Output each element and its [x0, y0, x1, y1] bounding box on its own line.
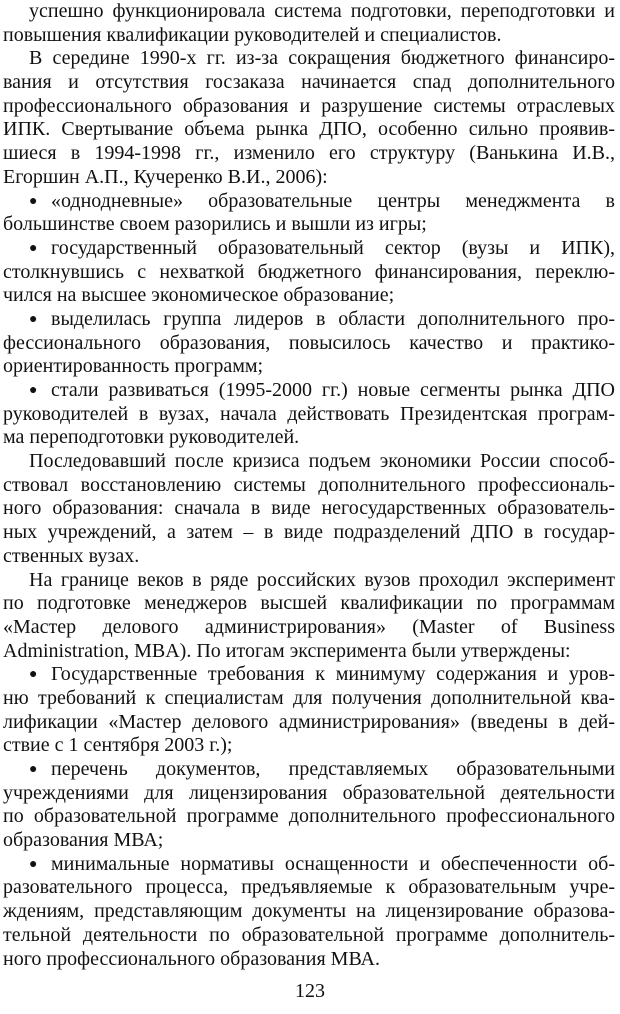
line-text: по подготовке менеджеров высшей квалификации по программам: [3, 592, 615, 615]
bullet-item: [3, 853, 615, 971]
text-line: [3, 782, 615, 806]
bullet-item: [3, 663, 615, 758]
line-text: ориентированность программ;: [3, 355, 264, 378]
text-line: [3, 261, 615, 285]
bullet-icon: ●: [29, 240, 38, 256]
text-line: [3, 545, 615, 569]
line-text: Administration, MBA). По итогам эксперимента были утверждены:: [3, 639, 571, 662]
document-page: [3, 0, 615, 971]
line-text: ствие с 1 сентября 2003 г.);: [3, 734, 233, 757]
text-line: [3, 166, 615, 190]
text-line: [3, 853, 615, 877]
line-text: ных учреждений, а затем – в виде подразделений ДПО в государ-: [3, 521, 615, 544]
text-line: [3, 474, 615, 498]
line-text: перечень документов, представляемых образовательными: [51, 758, 615, 780]
line-text: ма переподготовки руководителей.: [3, 426, 300, 449]
paragraph: [3, 47, 615, 189]
text-line: [3, 426, 615, 450]
bullet-item: [3, 190, 615, 237]
line-text: тельной деятельности по образовательной программе дополнитель-: [3, 923, 615, 946]
text-line: [3, 876, 615, 900]
line-text: руководителей в вузах, начала действовать Президентская програм-: [3, 402, 615, 425]
bullet-item: [3, 308, 615, 379]
line-text: большинстве своем разорились и вышли из игры;: [3, 213, 427, 236]
line-text: успешно функционировала система подготовки, переподготовки и: [29, 0, 615, 22]
text-line: [3, 450, 615, 474]
bullet-item: [3, 379, 615, 450]
text-line: [3, 0, 615, 24]
text-line: [3, 355, 615, 379]
line-text: фессионального образования, повысилось качество и практико-: [3, 331, 615, 354]
line-text: ждениям, представляющим документы на лицензирование образова-: [3, 900, 615, 923]
text-line: [3, 640, 615, 664]
line-text: вания и отсутствия госзаказа начинается спад дополнительного: [3, 71, 615, 94]
text-line: [3, 497, 615, 521]
bullet-icon: ●: [29, 383, 38, 398]
text-line: [3, 948, 615, 972]
text-line: [3, 521, 615, 545]
text-line: [3, 379, 615, 403]
line-text: На границе веков в ряде российских вузов проходил эксперимент: [29, 568, 615, 591]
line-text: лификации «Мастер делового администрирования» (введены в дей-: [3, 710, 615, 733]
line-text: Государственные требования к минимуму содержания и уров-: [51, 663, 615, 686]
line-text: чился на высшее экономическое образование;: [3, 284, 395, 307]
text-line: [3, 142, 615, 166]
bullet-icon: ●: [29, 856, 38, 872]
text-line: [3, 829, 615, 853]
line-text: стали развиваться (1995-2000 гг.) новые сегменты рынка ДПО: [51, 379, 615, 401]
text-line: [3, 308, 615, 332]
paragraph: [3, 450, 615, 568]
text-line: [3, 24, 615, 48]
line-text: В середине 1990-х гг. из-за сокращения бюджетного финансиро-: [29, 47, 615, 70]
line-text: учреждениями для лицензирования образовательной деятельности: [3, 781, 615, 804]
line-text: минимальные нормативы оснащенности и обеспеченности об-: [51, 852, 615, 875]
text-line: [3, 71, 615, 95]
text-line: [3, 47, 615, 71]
text-line: [3, 616, 615, 640]
line-text: шиеся в 1994-1998 гг., изменило его структуру (Ванькина И.В.,: [3, 142, 615, 165]
bullet-icon: ●: [29, 311, 38, 327]
text-line: [3, 95, 615, 119]
text-line: [3, 758, 615, 782]
text-line: [3, 734, 615, 758]
line-text: государственный образовательный сектор (вузы и ИПК),: [51, 236, 615, 259]
bullet-icon: ●: [29, 667, 38, 683]
line-text: разовательного процесса, предъявляемые к образовательным учре-: [3, 876, 615, 899]
text-line: [3, 805, 615, 829]
bullet-item: [3, 758, 615, 853]
text-line: [3, 118, 615, 142]
line-text: профессионального образования и разрушение системы отраслевых: [3, 94, 615, 117]
line-text: выделилась группа лидеров в области дополнительного про-: [51, 307, 615, 330]
text-line: [3, 284, 615, 308]
text-line: [3, 332, 615, 356]
text-line: [3, 711, 615, 735]
line-text: столкнувшись с нехваткой бюджетного финансирования, переклю-: [3, 260, 615, 283]
text-line: [3, 569, 615, 593]
text-line: [3, 403, 615, 427]
text-line: [3, 924, 615, 948]
line-text: Егоршин А.П., Кучеренко В.И., 2006):: [3, 165, 328, 188]
line-text: Последовавший после кризиса подъем экономики России способ-: [29, 450, 615, 473]
line-text: «Мастер делового администрирования» (Master of Business: [3, 615, 615, 638]
text-line: [3, 663, 615, 687]
text-line: [3, 687, 615, 711]
line-text: по образовательной программе дополнительного профессионального: [3, 805, 615, 828]
line-text: ственных вузах.: [3, 544, 140, 567]
line-text: ИПК. Свертывание объема рынка ДПО, особенно сильно проявив-: [3, 118, 615, 141]
paragraph: [3, 569, 615, 664]
bullet-icon: ●: [29, 762, 38, 777]
line-text: ного профессионального образования МВА.: [3, 947, 380, 970]
text-line: [3, 190, 615, 214]
bullet-icon: ●: [29, 193, 38, 209]
line-text: образования МВА;: [3, 829, 164, 852]
text-line: [3, 900, 615, 924]
line-text: ню требований к специалистам для получения дополнительной ква-: [3, 686, 615, 709]
text-line: [3, 237, 615, 261]
paragraph: [3, 0, 615, 47]
line-text: ствовал восстановлению системы дополнительного профессиональ-: [3, 473, 615, 496]
line-text: ного образования: сначала в виде негосударственных образователь-: [3, 497, 615, 520]
line-text: повышения квалификации руководителей и специалистов.: [3, 23, 502, 46]
text-line: [3, 592, 615, 616]
bullet-item: [3, 237, 615, 308]
line-text: «однодневные» образовательные центры менеджмента в: [51, 189, 615, 212]
text-line: [3, 213, 615, 237]
page-number: 123: [295, 980, 325, 1002]
